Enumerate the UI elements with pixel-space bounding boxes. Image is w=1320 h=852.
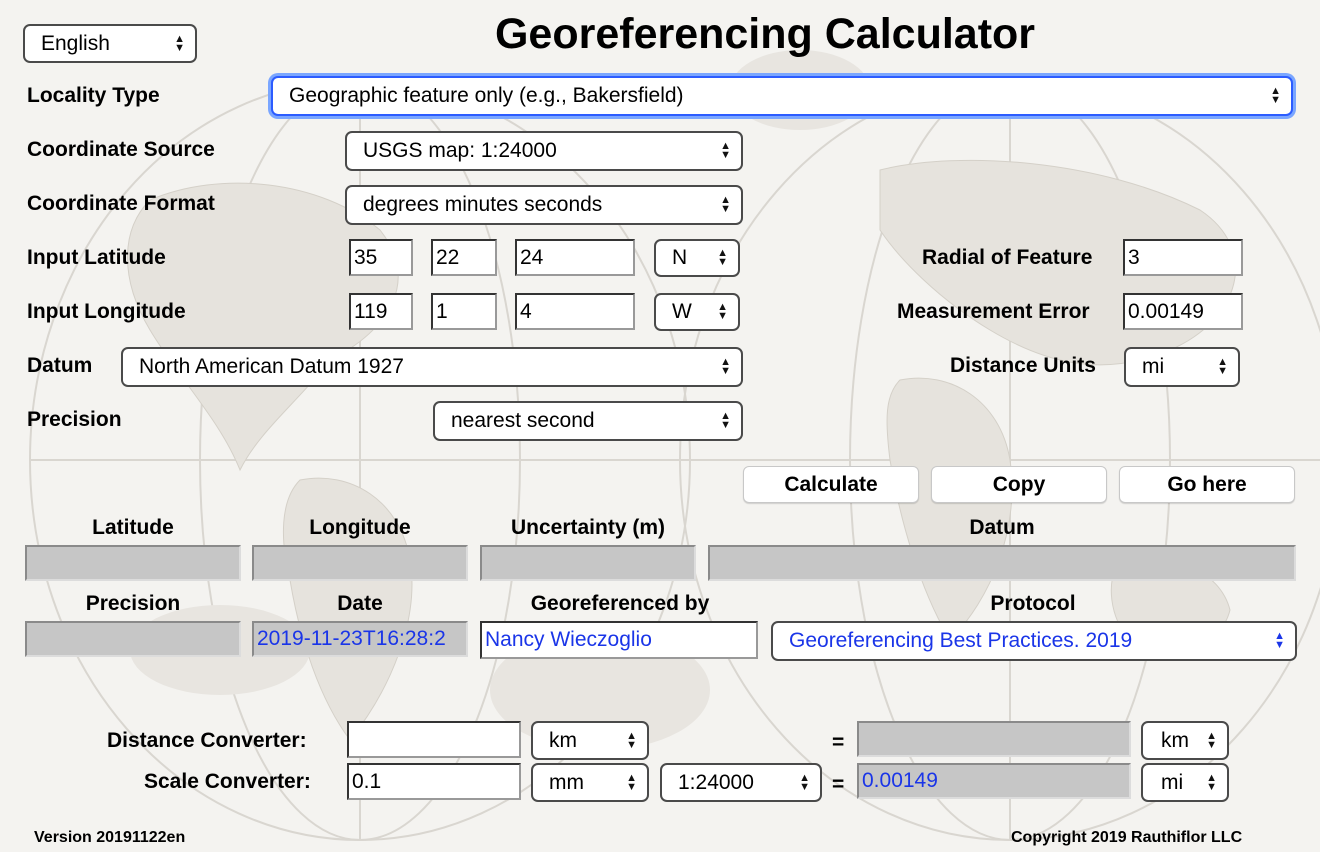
latitude-direction-value: N [672, 246, 688, 269]
distance-units-select[interactable] [1124, 347, 1240, 387]
chevron-updown-icon: ▲ ▼ [720, 410, 731, 431]
latitude-minutes-input[interactable]: 22 [431, 239, 497, 276]
result-precision-output [25, 621, 241, 657]
distance-from-unit-select[interactable] [531, 721, 649, 760]
measurement-error-label: Measurement Error [897, 300, 1090, 323]
radial-of-feature-input[interactable]: 3 [1123, 239, 1243, 276]
protocol-select[interactable] [771, 621, 1297, 661]
chevron-updown-icon: ▲ ▼ [1217, 356, 1228, 377]
result-date-output: 2019-11-23T16:28:2 [252, 621, 468, 657]
distance-equals-sign: = [832, 731, 845, 754]
distance-converter-input[interactable] [347, 721, 521, 758]
precision-value: nearest second [451, 409, 595, 432]
version-text: Version 20191122en [34, 829, 186, 846]
result-datum-output [708, 545, 1296, 581]
result-datum-header: Datum [969, 516, 1035, 539]
radial-of-feature-label: Radial of Feature [922, 246, 1093, 269]
scale-converter-input[interactable]: 0.1 [347, 763, 521, 800]
chevron-updown-icon: ▲ ▼ [174, 32, 185, 54]
longitude-minutes-input[interactable]: 1 [431, 293, 497, 330]
scale-converter-label: Scale Converter: [144, 770, 311, 793]
language-select[interactable] [23, 24, 197, 63]
longitude-direction-select[interactable] [654, 293, 740, 331]
result-latitude-header: Latitude [92, 516, 174, 539]
chevron-updown-icon: ▲ ▼ [720, 140, 731, 161]
coordinate-source-value: USGS map: 1:24000 [363, 139, 557, 162]
result-uncertainty-header: Uncertainty (m) [510, 516, 666, 539]
locality-type-select[interactable] [271, 76, 1293, 116]
scale-from-unit-value: mm [549, 770, 584, 794]
chevron-updown-icon: ▲ ▼ [1274, 630, 1285, 651]
chevron-updown-icon: ▲ ▼ [717, 301, 728, 322]
chevron-updown-icon: ▲ ▼ [1270, 85, 1281, 106]
copyright-text: Copyright 2019 Rauthiflor LLC [1011, 829, 1243, 846]
locality-type-label: Locality Type [27, 84, 160, 107]
page-title: Georeferencing Calculator [494, 10, 1036, 58]
chevron-updown-icon: ▲ ▼ [720, 194, 731, 215]
result-latitude-output [25, 545, 241, 581]
chevron-updown-icon: ▲ ▼ [626, 729, 637, 751]
coordinate-source-select[interactable] [345, 131, 743, 171]
result-date-header: Date [337, 592, 383, 615]
distance-to-unit-select[interactable] [1141, 721, 1229, 760]
distance-from-unit-value: km [549, 728, 577, 752]
scale-to-unit-value: mi [1161, 770, 1184, 794]
precision-label: Precision [27, 408, 122, 431]
protocol-value: Georeferencing Best Practices. 2019 [789, 629, 1133, 652]
coordinate-format-label: Coordinate Format [27, 192, 215, 215]
result-protocol-header: Protocol [990, 592, 1076, 615]
datum-label: Datum [27, 354, 93, 377]
chevron-updown-icon: ▲ ▼ [1206, 729, 1217, 751]
scale-ratio-value: 1:24000 [678, 770, 754, 794]
distance-converter-result [857, 721, 1131, 757]
input-latitude-label: Input Latitude [27, 246, 166, 269]
chevron-updown-icon: ▲ ▼ [1206, 771, 1217, 793]
result-longitude-output [252, 545, 468, 581]
longitude-direction-value: W [672, 300, 692, 323]
copy-button[interactable]: Copy [931, 466, 1107, 503]
longitude-seconds-input[interactable]: 4 [515, 293, 635, 330]
distance-converter-label: Distance Converter: [107, 729, 307, 752]
result-precision-header: Precision [85, 592, 181, 615]
input-longitude-label: Input Longitude [27, 300, 186, 323]
coordinate-format-select[interactable] [345, 185, 743, 225]
latitude-seconds-input[interactable]: 24 [515, 239, 635, 276]
latitude-degrees-input[interactable]: 35 [349, 239, 413, 276]
chevron-updown-icon: ▲ ▼ [799, 771, 810, 793]
distance-units-value: mi [1142, 355, 1165, 378]
datum-select[interactable] [121, 347, 743, 387]
coordinate-format-value: degrees minutes seconds [363, 193, 603, 216]
chevron-updown-icon: ▲ ▼ [626, 771, 637, 793]
scale-converter-result: 0.00149 [857, 763, 1131, 799]
longitude-degrees-input[interactable]: 119 [349, 293, 413, 330]
scale-from-unit-select[interactable] [531, 763, 649, 802]
go-here-button[interactable]: Go here [1119, 466, 1295, 503]
chevron-updown-icon: ▲ ▼ [720, 356, 731, 377]
georeferenced-by-input[interactable]: Nancy Wieczoglio [480, 621, 758, 659]
latitude-direction-select[interactable] [654, 239, 740, 277]
coordinate-source-label: Coordinate Source [27, 138, 215, 161]
result-georeferenced-by-header: Georeferenced by [530, 592, 710, 615]
result-uncertainty-output [480, 545, 696, 581]
distance-to-unit-value: km [1161, 728, 1189, 752]
precision-select[interactable] [433, 401, 743, 441]
calculate-button[interactable]: Calculate [743, 466, 919, 503]
language-value: English [41, 31, 110, 55]
scale-ratio-select[interactable] [660, 763, 822, 802]
distance-units-label: Distance Units [950, 354, 1096, 377]
scale-to-unit-select[interactable] [1141, 763, 1229, 802]
result-longitude-header: Longitude [309, 516, 411, 539]
locality-type-value: Geographic feature only (e.g., Bakersfield) [289, 84, 684, 107]
measurement-error-input[interactable]: 0.00149 [1123, 293, 1243, 330]
chevron-updown-icon: ▲ ▼ [717, 247, 728, 268]
scale-equals-sign: = [832, 773, 845, 796]
datum-value: North American Datum 1927 [139, 355, 404, 378]
